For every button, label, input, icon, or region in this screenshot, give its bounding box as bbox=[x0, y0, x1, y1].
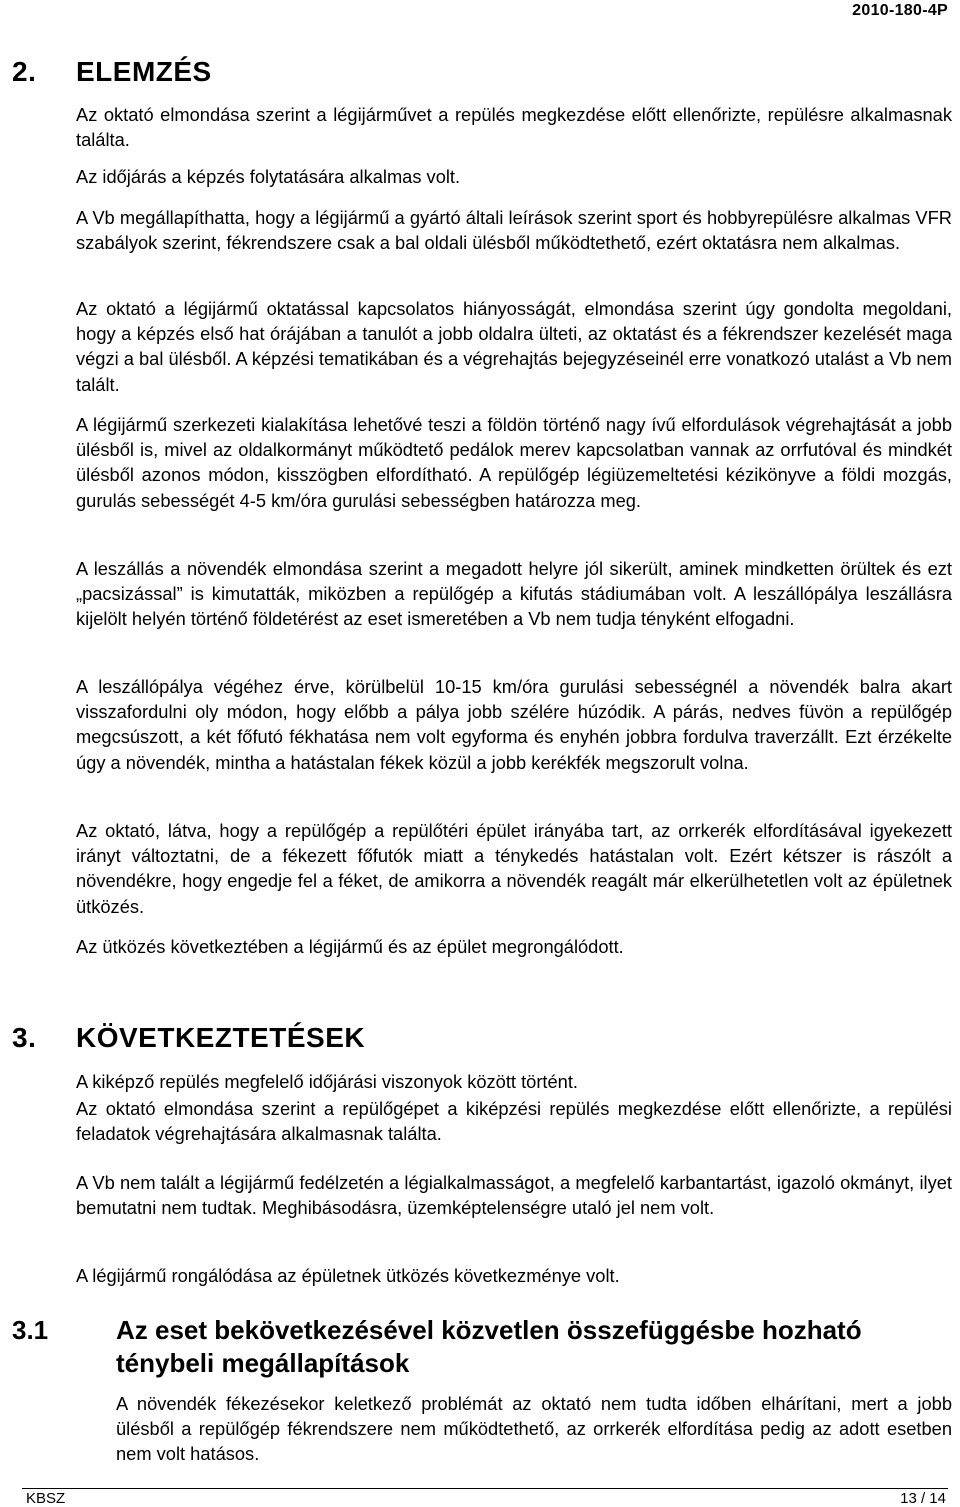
section-3-paragraph-3: A Vb nem talált a légijármű fedélzetén a légialkalmasságot, a megfelelő karbantartást, igazoló okmányt, ilyet bemutatni nem tudtak. Meghibásodásra, üzemképtelenségre utaló jel nem volt. bbox=[76, 1172, 952, 1219]
section-2-title: ELEMZÉS bbox=[76, 56, 212, 87]
section-3-1-title: Az eset bekövetkezésével közvetlen összefüggésbe hozható ténybeli megállapítások bbox=[116, 1315, 862, 1378]
section-2-paragraph-8: Az oktató, látva, hogy a repülőgép a repülőtéri épület irányába tart, az orrkerék elfordításával igyekezett irányt változtatni, de a fékezett főfutók miatt a ténykedés hatástalan volt. Ezért kétszer is rászólt a növendékre, hogy engedje fel a féket, de amikorra a növendék reagált már elkerülhetetlen volt az épületnek ütközés. bbox=[76, 820, 952, 917]
section-2-paragraph-4: Az oktató a légijármű oktatással kapcsolatos hiányosságát, elmondása szerint úgy gondolta megoldani, hogy a képzés első hat órájában a tanulót a jobb oldalra ülteti, az oktatást és a fékrendszer kezelését maga végzi a bal ülésből. A képzési tematikában és a végrehajtás bejegyzéseinél erre vonatkozó utalást a Vb nem talált. bbox=[76, 298, 952, 395]
section-2-paragraph-5: A légijármű szerkezeti kialakítása lehetővé teszi a földön történő nagy ívű elfordulások végrehajtását a jobb ülésből is, mivel az oldalkormányt működtető pedálok merev kapcsolatban vannak az orrfutóval és mindkét ülésből azonos módon, kisszögben elfordítható. A repülőgép légiüzemeltetési kézikönyve a földi mozgás, gurulás sebességét 4-5 km/óra gurulási sebességben határozza meg. bbox=[76, 414, 952, 511]
section-3-title: KÖVETKEZTETÉSEK bbox=[76, 1022, 366, 1053]
footer-divider bbox=[22, 1488, 948, 1489]
section-3-1-number: 3.1 bbox=[12, 1315, 49, 1345]
section-2-paragraph-2: Az időjárás a képzés folytatására alkalmas volt. bbox=[76, 166, 461, 187]
section-2-paragraph-9: Az ütközés következtében a légijármű és az épület megrongálódott. bbox=[76, 936, 624, 957]
section-2-number: 2. bbox=[12, 56, 37, 87]
section-2-paragraph-3: A Vb megállapíthatta, hogy a légijármű a gyártó általi leírások szerint sport és hobbyrepülésre alkalmas VFR szabályok szerint, fékrendszere csak a bal oldali ülésből működtethető, ezért oktatásra nem alkalmas. bbox=[76, 207, 952, 254]
section-3-paragraph-1: A kiképző repülés megfelelő időjárási viszonyok között történt. bbox=[76, 1071, 578, 1092]
section-3-heading bbox=[12, 1022, 365, 1054]
section-3-paragraph-2: Az oktató elmondása szerint a repülőgépet a kiképzési repülés megkezdése előtt ellenőrizte, a repülési feladatok végrehajtására alkalmasnak találta. bbox=[76, 1098, 952, 1145]
section-3-number: 3. bbox=[12, 1022, 37, 1053]
section-2-heading bbox=[12, 56, 212, 88]
section-3-paragraph-4: A légijármű rongálódása az épületnek ütközés következménye volt. bbox=[76, 1265, 620, 1286]
document-id: 2010-180-4P bbox=[852, 2, 948, 19]
footer-org: KBSZ bbox=[26, 1490, 66, 1507]
section-3-1-paragraph: A növendék fékezésekor keletkező problémát az oktató nem tudta időben elhárítani, mert a jobb ülésből a repülőgép fékrendszere nem működtethető, az orrkerék elfordítása pedig az adott esetben nem volt hatásos. bbox=[116, 1393, 952, 1465]
section-2-paragraph-6: A leszállás a növendék elmondása szerint a megadott helyre jól sikerült, aminek mindketten örültek és ezt „pacsizással” is kimutatták, miközben a repülőgép a kifutás stádiumában volt. A leszállópálya leszállásra kijelölt helyén történő földetérést az eset ismeretében a Vb nem tudja tényként elfogadni. bbox=[76, 558, 952, 630]
section-2-paragraph-1: Az oktató elmondása szerint a légijárművet a repülés megkezdése előtt ellenőrizte, repülésre alkalmasnak találta. bbox=[76, 104, 952, 151]
section-3-1-heading bbox=[12, 1314, 952, 1380]
page-number: 13 / 14 bbox=[900, 1490, 946, 1507]
section-2-paragraph-7: A leszállópálya végéhez érve, körülbelül 10-15 km/óra gurulási sebességnél a növendék balra akart visszafordulni oly módon, hogy előbb a pálya jobb szélére húzódik. A párás, nedves füvön a repülőgép megcsúszott, a két főfutó fékhatása nem volt egyforma és enyhén jobbra fordulva traverzállt. Ezt érzékelte úgy a növendék, mintha a hatástalan fékek közül a jobb kerékfék megszorult volna. bbox=[76, 676, 952, 773]
